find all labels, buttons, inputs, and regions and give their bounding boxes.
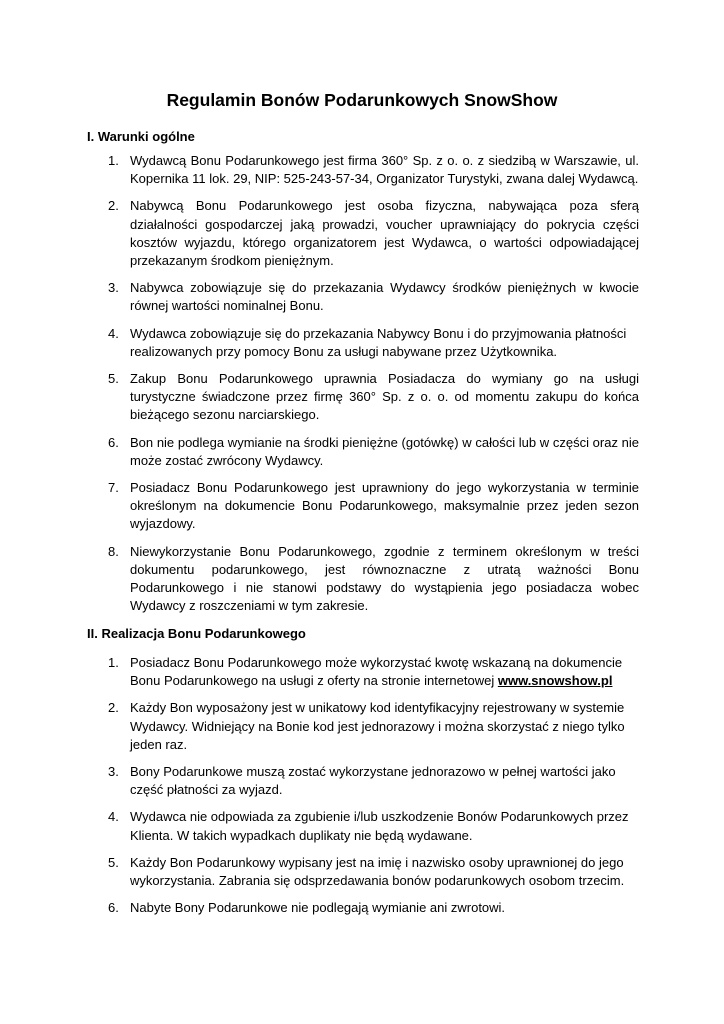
section-heading-general: I. Warunki ogólne <box>87 129 195 144</box>
item-text: Nabywcą Bonu Podarunkowego jest osoba fizyczna, nabywająca poza sferą działalności gospodarczej jaką prowadzi, voucher uprawniający do pokrycia części kosztów wyjazdu, którego organizatorem jest Wydawca, o wartości odpowiadającej przekazanym środkom pieniężnym. <box>130 198 639 269</box>
list-item <box>0 763 639 799</box>
item-number: 5. <box>108 371 119 387</box>
general-terms-list <box>0 152 724 615</box>
list-item <box>0 543 639 616</box>
list-item <box>0 854 639 890</box>
list-item <box>0 370 639 425</box>
list-item <box>0 479 639 534</box>
item-number: 8. <box>108 543 119 559</box>
item-number: 4. <box>108 809 119 825</box>
item-number: 1. <box>108 655 119 670</box>
item-text: Każdy Bon wyposażony jest w unikatowy kod identyfikacyjny rejestrowany w systemie Wydawcy. Widniejący na Bonie kod jest jednorazowy i można skorzystać z niego tylko jeden raz. <box>130 700 625 752</box>
item-text: Posiadacz Bonu Podarunkowego jest uprawniony do jego wykorzystania w terminie określonym na dokumencie Bonu Podarunkowego, maksymalnie przez jeden sezon wyjazdowy. <box>130 480 639 532</box>
item-text: Bony Podarunkowe muszą zostać wykorzystane jednorazowo w pełnej wartości jako część płatności za wyjazd. <box>130 764 616 798</box>
item-text: Nabywca zobowiązuje się do przekazania Wydawcy środków pieniężnych w kwocie równej wartości nominalnej Bonu. <box>130 280 639 314</box>
item-text: Wydawca zobowiązuje się do przekazania Nabywcy Bonu i do przyjmowania płatności realizowanych przy pomocy Bonu za usługi nabywane przez Użytkownika. <box>130 325 627 359</box>
item-number: 7. <box>108 480 119 496</box>
item-number: 6. <box>108 434 119 450</box>
list-item <box>0 808 639 844</box>
section-heading-redemption: II. Realizacja Bonu Podarunkowego <box>87 626 306 641</box>
item-text: Nabyte Bony Podarunkowe nie podlegają wymianie ani zwrotowi. <box>130 900 506 916</box>
item-text: Każdy Bon Podarunkowy wypisany jest na imię i nazwisko osoby uprawnionej do jego wykorzystania. Zabrania się odsprzedawania bonów podarunkowych osobom trzecim. <box>130 854 625 889</box>
document-title: Regulamin Bonów Podarunkowych SnowShow <box>166 90 558 110</box>
item-number: 3. <box>108 764 119 780</box>
list-item <box>0 197 639 270</box>
list-item <box>0 279 639 315</box>
item-number: 3. <box>108 280 119 296</box>
item-number: 4. <box>108 325 119 341</box>
item-text <box>130 654 639 690</box>
item-text: Bon nie podlega wymianie na środki pieniężne (gotówkę) w całości lub w części oraz nie może zostać zwrócony Wydawcy. <box>130 434 639 468</box>
item-text: Wydawca nie odpowiada za zgubienie i/lub uszkodzenie Bonów Podarunkowych przez Klienta. W takich wypadkach duplikaty nie będą wydawane. <box>130 809 629 843</box>
list-item <box>0 899 639 917</box>
list-item <box>0 654 639 690</box>
item-number: 6. <box>108 900 119 916</box>
redemption-terms-list <box>0 654 724 917</box>
list-item <box>0 699 639 754</box>
list-item <box>0 434 639 470</box>
item-text-body: Posiadacz Bonu Podarunkowego może wykorzystać kwotę wskazaną na dokumencie Bonu Podarunkowego na usługi z oferty na stronie internetowej <box>130 655 623 689</box>
list-item <box>0 325 639 361</box>
snowshow-website-link[interactable]: www.snowshow.pl <box>497 673 613 689</box>
item-text: Zakup Bonu Podarunkowego uprawnia Posiadacza do wymiany go na usługi turystyczne świadczone przez firmę 360° Sp. z o. o. od momentu zakupu do końca bieżącego sezonu narciarskiego. <box>130 371 639 423</box>
item-number: 1. <box>108 153 119 168</box>
item-text: Wydawcą Bonu Podarunkowego jest firma 360° Sp. z o. o. z siedzibą w Warszawie, ul. Kopernika 11 lok. 29, NIP: 525-243-57-34, Organizator Turystyki, zwana dalej Wydawcą. <box>130 153 639 187</box>
list-item <box>0 152 639 188</box>
item-text: Niewykorzystanie Bonu Podarunkowego, zgodnie z terminem określonym w treści dokumentu podarunkowego, jest równoznaczne z utratą ważności Bonu Podarunkowego i nie stanowi podstawy do wystąpienia jego posiadacza wobec Wydawcy z roszczeniami w tym zakresie. <box>130 543 639 614</box>
item-number: 5. <box>108 854 119 870</box>
item-number: 2. <box>108 198 119 214</box>
item-number: 2. <box>108 700 119 716</box>
